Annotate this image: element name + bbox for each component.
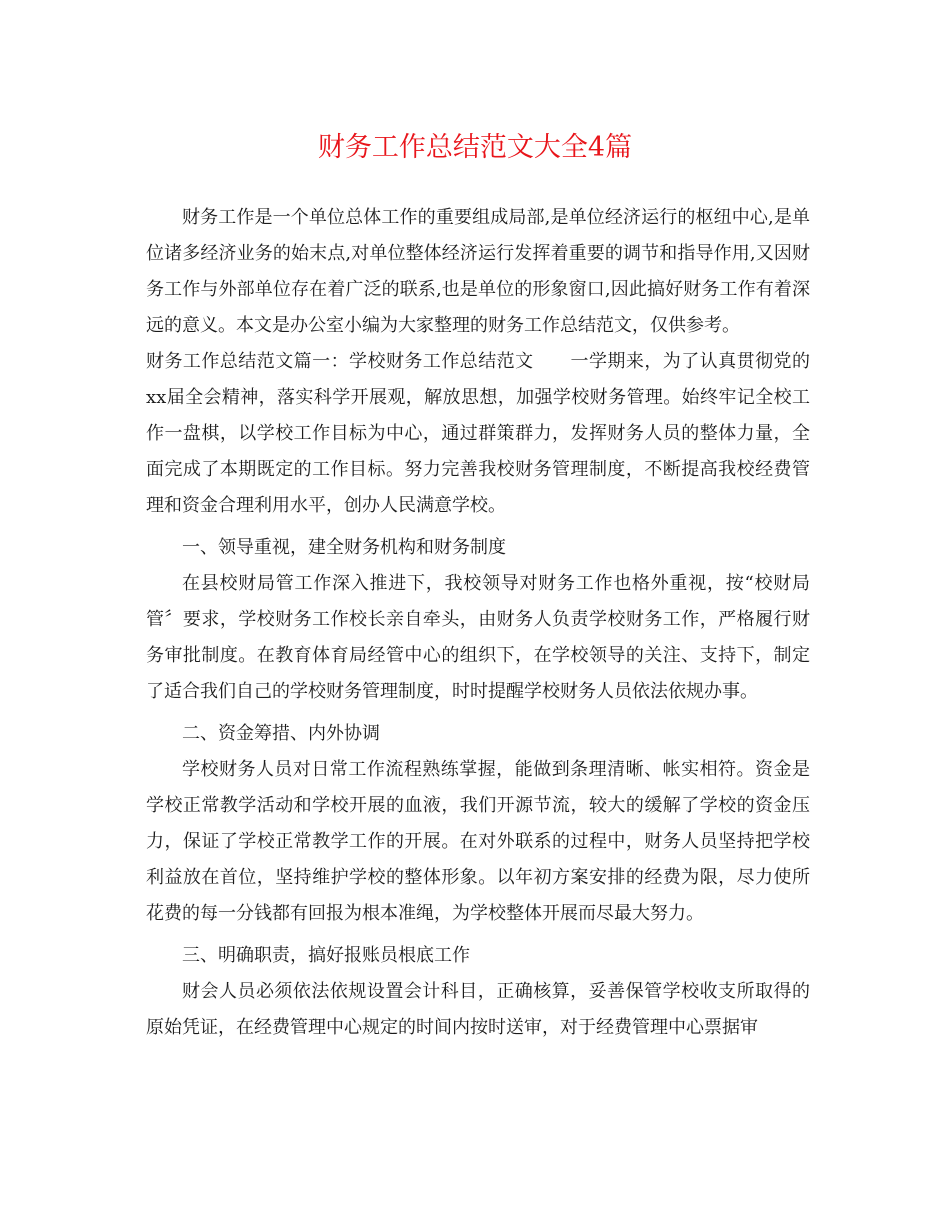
funding-paragraph: 学校财务人员对日常工作流程熟练掌握，能做到条理清晰、帐实相符。资金是学校正常教学活动和学校开展的血液，我们开源节流，较大的缓解了学校的资金压力，保证了学校正常教学工作的开展。在对外联系的过程中，财务人员坚持把学校利益放在首位，坚持维护学校的整体形象。以年初方案安排的经费为限，尽力使所花费的每一分钱都有回报为根本准绳，为学校整体开展而尽最大努力。 [146, 759, 810, 924]
document-body [146, 200, 810, 1046]
heading-funding: 二、资金筹措、内外协调 [182, 723, 380, 744]
heading-duties: 三、明确职责，搞好报账员根底工作 [182, 945, 470, 966]
leadership-paragraph: 在县校财局管工作深入推进下，我校领导对财务工作也格外重视，按“校财局管〞要求，学校财务工作校长亲自牵头，由财务人负责学校财务工作，严格履行财务审批制度。在教育体育局经管中心的组织下，在学校领导的关注、支持下，制定了适合我们自己的学校财务管理制度，时时提醒学校财务人员依法依规办事。 [146, 573, 810, 702]
heading-leadership: 一、领导重视，建全财务机构和财务制度 [182, 537, 506, 558]
section-one-paragraph: 财务工作总结范文篇一：学校财务工作总结范文 一学期来，为了认真贯彻党的xx届全会精神，落实科学开展观，解放思想，加强学校财务管理。始终牢记全校工作一盘棋，以学校工作目标为中心，通过群策群力，发挥财务人员的整体力量，全面完成了本期既定的工作目标。努力完善我校财务管理制度，不断提高我校经费管理和资金合理利用水平，创办人民满意学校。 [146, 351, 810, 516]
duties-paragraph: 财会人员必须依法依规设置会计科目，正确核算，妥善保管学校收支所取得的原始凭证，在经费管理中心规定的时间内按时送审，对于经费管理中心票据审 [146, 981, 810, 1038]
document-title: 财务工作总结范文大全4篇 [317, 132, 633, 163]
intro-paragraph: 财务工作是一个单位总体工作的重要组成局部,是单位经济运行的枢纽中心,是单位诸多经济业务的始末点,对单位整体经济运行发挥着重要的调节和指导作用,又因财务工作与外部单位存在着广泛的联系,也是单位的形象窗口,因此搞好财务工作有着深远的意义。本文是办公室小编为大家整理的财务工作总结范文，仅供参考。 [146, 207, 810, 336]
